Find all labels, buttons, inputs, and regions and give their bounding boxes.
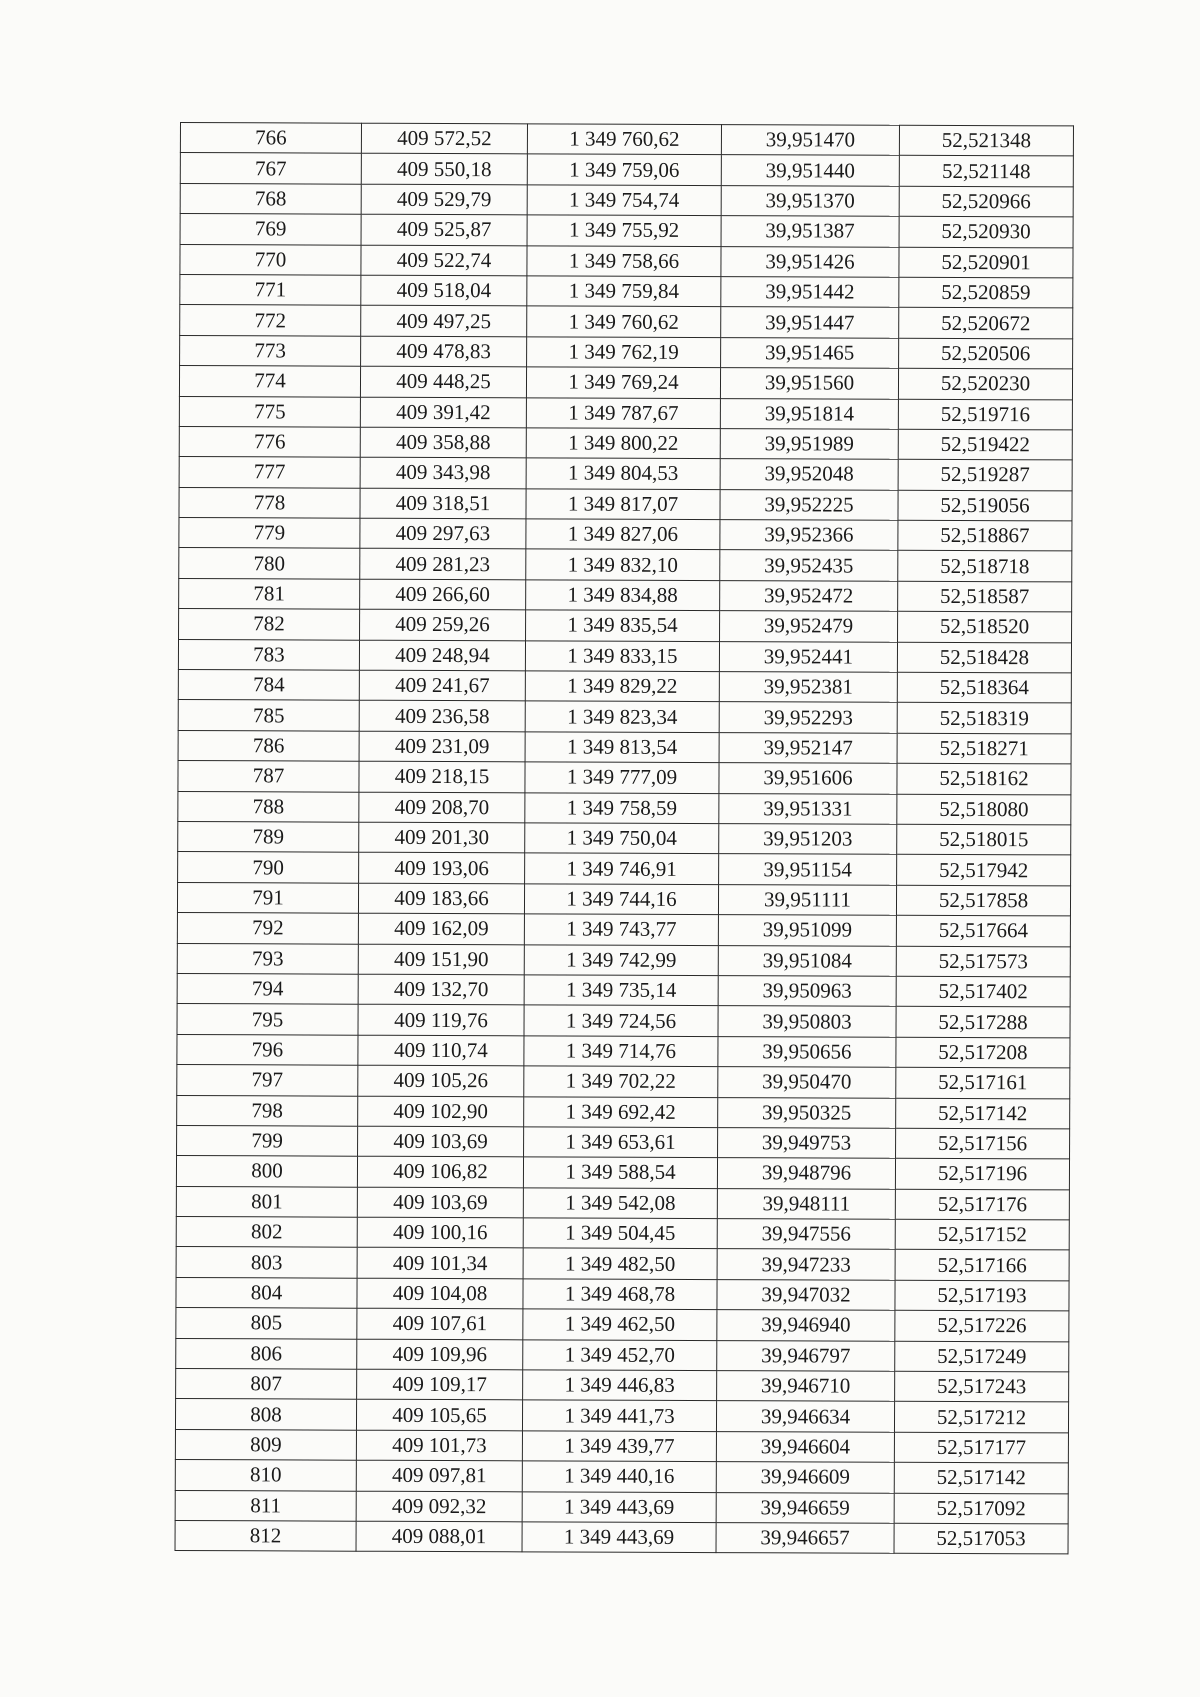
latitude-cell: 52,520506 bbox=[899, 338, 1073, 369]
x-coordinate-cell: 409 132,70 bbox=[358, 974, 524, 1005]
y-coordinate-cell: 1 349 744,16 bbox=[524, 884, 718, 915]
x-coordinate-cell: 409 110,74 bbox=[358, 1035, 524, 1066]
latitude-cell: 52,520966 bbox=[899, 186, 1073, 217]
x-coordinate-cell: 409 343,98 bbox=[360, 457, 526, 488]
latitude-cell: 52,517142 bbox=[894, 1462, 1068, 1493]
point-number-cell: 783 bbox=[178, 639, 359, 670]
point-number-cell: 802 bbox=[176, 1217, 357, 1248]
x-coordinate-cell: 409 105,26 bbox=[358, 1065, 524, 1096]
y-coordinate-cell: 1 349 755,92 bbox=[527, 215, 721, 246]
table-row bbox=[177, 943, 1070, 977]
x-coordinate-cell: 409 550,18 bbox=[361, 154, 527, 185]
longitude-cell: 39,947233 bbox=[717, 1249, 895, 1280]
longitude-cell: 39,948796 bbox=[717, 1158, 895, 1189]
x-coordinate-cell: 409 097,81 bbox=[356, 1460, 522, 1491]
x-coordinate-cell: 409 109,96 bbox=[357, 1339, 523, 1370]
x-coordinate-cell: 409 103,69 bbox=[358, 1126, 524, 1157]
latitude-cell: 52,521148 bbox=[899, 156, 1073, 187]
longitude-cell: 39,950325 bbox=[718, 1097, 896, 1128]
latitude-cell: 52,517288 bbox=[896, 1007, 1070, 1038]
longitude-cell: 39,946710 bbox=[717, 1371, 895, 1402]
point-number-cell: 809 bbox=[175, 1429, 356, 1460]
y-coordinate-cell: 1 349 542,08 bbox=[523, 1187, 717, 1218]
latitude-cell: 52,518319 bbox=[897, 703, 1071, 734]
latitude-cell: 52,517161 bbox=[896, 1067, 1070, 1098]
longitude-cell: 39,947556 bbox=[717, 1219, 895, 1250]
y-coordinate-cell: 1 349 750,04 bbox=[525, 823, 719, 854]
table-row bbox=[176, 1186, 1069, 1220]
point-number-cell: 782 bbox=[179, 609, 360, 640]
latitude-cell: 52,519287 bbox=[898, 460, 1072, 491]
longitude-cell: 39,947032 bbox=[717, 1279, 895, 1310]
x-coordinate-cell: 409 248,94 bbox=[359, 640, 525, 671]
longitude-cell: 39,952441 bbox=[719, 641, 897, 672]
latitude-cell: 52,520672 bbox=[899, 308, 1073, 339]
x-coordinate-cell: 409 151,90 bbox=[358, 944, 524, 975]
y-coordinate-cell: 1 349 742,99 bbox=[524, 944, 718, 975]
point-number-cell: 804 bbox=[176, 1277, 357, 1308]
point-number-cell: 797 bbox=[177, 1065, 358, 1096]
longitude-cell: 39,946609 bbox=[716, 1462, 894, 1493]
point-number-cell: 799 bbox=[177, 1125, 358, 1156]
latitude-cell: 52,517142 bbox=[896, 1098, 1070, 1129]
coordinate-table bbox=[175, 122, 1074, 1555]
y-coordinate-cell: 1 349 754,74 bbox=[527, 185, 721, 216]
x-coordinate-cell: 409 109,17 bbox=[357, 1369, 523, 1400]
y-coordinate-cell: 1 349 758,66 bbox=[527, 245, 721, 276]
latitude-cell: 52,517092 bbox=[894, 1493, 1068, 1524]
longitude-cell: 39,946634 bbox=[716, 1401, 894, 1432]
latitude-cell: 52,517196 bbox=[895, 1159, 1069, 1190]
latitude-cell: 52,517053 bbox=[894, 1523, 1068, 1554]
x-coordinate-cell: 409 101,73 bbox=[356, 1430, 522, 1461]
table-row bbox=[179, 396, 1072, 430]
x-coordinate-cell: 409 266,60 bbox=[360, 579, 526, 610]
x-coordinate-cell: 409 119,76 bbox=[358, 1005, 524, 1036]
longitude-cell: 39,951447 bbox=[721, 307, 899, 338]
table-row bbox=[179, 548, 1072, 582]
longitude-cell: 39,951560 bbox=[720, 368, 898, 399]
point-number-cell: 778 bbox=[179, 487, 360, 518]
longitude-cell: 39,951440 bbox=[721, 155, 899, 186]
table-row bbox=[180, 214, 1073, 248]
table-row bbox=[178, 730, 1071, 764]
table-row bbox=[177, 973, 1070, 1007]
point-number-cell: 786 bbox=[178, 730, 359, 761]
x-coordinate-cell: 409 162,09 bbox=[358, 913, 524, 944]
point-number-cell: 796 bbox=[177, 1034, 358, 1065]
latitude-cell: 52,517402 bbox=[896, 976, 1070, 1007]
table-row bbox=[175, 1460, 1068, 1494]
table-row bbox=[177, 1004, 1070, 1038]
x-coordinate-cell: 409 201,30 bbox=[359, 822, 525, 853]
latitude-cell: 52,517664 bbox=[896, 915, 1070, 946]
x-coordinate-cell: 409 183,66 bbox=[358, 883, 524, 914]
x-coordinate-cell: 409 525,87 bbox=[361, 214, 527, 245]
y-coordinate-cell: 1 349 760,62 bbox=[527, 124, 721, 155]
point-number-cell: 779 bbox=[179, 518, 360, 549]
x-coordinate-cell: 409 231,09 bbox=[359, 731, 525, 762]
table-row bbox=[179, 609, 1072, 643]
longitude-cell: 39,950803 bbox=[718, 1006, 896, 1037]
table-row bbox=[177, 913, 1070, 947]
table-row bbox=[180, 183, 1073, 217]
latitude-cell: 52,519716 bbox=[898, 399, 1072, 430]
table-row bbox=[176, 1247, 1069, 1281]
y-coordinate-cell: 1 349 817,07 bbox=[526, 489, 720, 520]
latitude-cell: 52,518520 bbox=[898, 612, 1072, 643]
y-coordinate-cell: 1 349 468,78 bbox=[523, 1279, 717, 1310]
point-number-cell: 793 bbox=[177, 943, 358, 974]
y-coordinate-cell: 1 349 827,06 bbox=[526, 519, 720, 550]
y-coordinate-cell: 1 349 833,15 bbox=[525, 640, 719, 671]
longitude-cell: 39,952048 bbox=[720, 459, 898, 490]
table-row bbox=[180, 123, 1073, 157]
x-coordinate-cell: 409 101,34 bbox=[357, 1248, 523, 1279]
point-number-cell: 798 bbox=[177, 1095, 358, 1126]
coordinate-table-body bbox=[175, 123, 1073, 1555]
point-number-cell: 794 bbox=[177, 973, 358, 1004]
x-coordinate-cell: 409 478,83 bbox=[361, 336, 527, 367]
longitude-cell: 39,946940 bbox=[717, 1310, 895, 1341]
y-coordinate-cell: 1 349 441,73 bbox=[522, 1400, 716, 1431]
y-coordinate-cell: 1 349 760,62 bbox=[527, 306, 721, 337]
longitude-cell: 39,950963 bbox=[718, 976, 896, 1007]
latitude-cell: 52,517942 bbox=[897, 855, 1071, 886]
y-coordinate-cell: 1 349 446,83 bbox=[523, 1370, 717, 1401]
point-number-cell: 785 bbox=[178, 700, 359, 731]
point-number-cell: 803 bbox=[176, 1247, 357, 1278]
x-coordinate-cell: 409 518,04 bbox=[361, 275, 527, 306]
longitude-cell: 39,951084 bbox=[718, 945, 896, 976]
table-row bbox=[179, 457, 1072, 491]
y-coordinate-cell: 1 349 443,69 bbox=[522, 1522, 716, 1553]
latitude-cell: 52,518718 bbox=[898, 551, 1072, 582]
longitude-cell: 39,952293 bbox=[719, 702, 897, 733]
latitude-cell: 52,517152 bbox=[895, 1219, 1069, 1250]
point-number-cell: 792 bbox=[177, 913, 358, 944]
point-number-cell: 781 bbox=[179, 578, 360, 609]
y-coordinate-cell: 1 349 714,76 bbox=[524, 1036, 718, 1067]
table-row bbox=[176, 1369, 1069, 1403]
point-number-cell: 806 bbox=[176, 1338, 357, 1369]
x-coordinate-cell: 409 104,08 bbox=[357, 1278, 523, 1309]
y-coordinate-cell: 1 349 653,61 bbox=[524, 1127, 718, 1158]
point-number-cell: 773 bbox=[180, 335, 361, 366]
y-coordinate-cell: 1 349 832,10 bbox=[526, 549, 720, 580]
y-coordinate-cell: 1 349 834,88 bbox=[526, 580, 720, 611]
table-row bbox=[180, 244, 1073, 278]
table-row bbox=[178, 639, 1071, 673]
longitude-cell: 39,951465 bbox=[721, 337, 899, 368]
point-number-cell: 801 bbox=[176, 1186, 357, 1217]
x-coordinate-cell: 409 100,16 bbox=[357, 1217, 523, 1248]
table-row bbox=[176, 1156, 1069, 1190]
point-number-cell: 766 bbox=[180, 123, 361, 154]
point-number-cell: 789 bbox=[178, 821, 359, 852]
latitude-cell: 52,517249 bbox=[895, 1341, 1069, 1372]
x-coordinate-cell: 409 529,79 bbox=[361, 184, 527, 215]
table-row bbox=[177, 1095, 1070, 1129]
x-coordinate-cell: 409 105,65 bbox=[356, 1400, 522, 1431]
longitude-cell: 39,951442 bbox=[721, 277, 899, 308]
longitude-cell: 39,952479 bbox=[720, 611, 898, 642]
y-coordinate-cell: 1 349 813,54 bbox=[525, 732, 719, 763]
longitude-cell: 39,951470 bbox=[721, 125, 899, 156]
point-number-cell: 770 bbox=[180, 244, 361, 275]
longitude-cell: 39,951814 bbox=[720, 398, 898, 429]
latitude-cell: 52,518080 bbox=[897, 794, 1071, 825]
table-row bbox=[179, 366, 1072, 400]
table-row bbox=[175, 1399, 1068, 1433]
table-row bbox=[179, 578, 1072, 612]
table-row bbox=[177, 882, 1070, 916]
point-number-cell: 768 bbox=[180, 183, 361, 214]
latitude-cell: 52,517573 bbox=[896, 946, 1070, 977]
latitude-cell: 52,520859 bbox=[899, 277, 1073, 308]
y-coordinate-cell: 1 349 443,69 bbox=[522, 1491, 716, 1522]
x-coordinate-cell: 409 236,58 bbox=[359, 701, 525, 732]
longitude-cell: 39,952147 bbox=[719, 732, 897, 763]
latitude-cell: 52,520901 bbox=[899, 247, 1073, 278]
longitude-cell: 39,951111 bbox=[718, 884, 896, 915]
table-row bbox=[177, 1034, 1070, 1068]
latitude-cell: 52,518587 bbox=[898, 581, 1072, 612]
point-number-cell: 800 bbox=[176, 1156, 357, 1187]
longitude-cell: 39,951370 bbox=[721, 185, 899, 216]
longitude-cell: 39,951154 bbox=[719, 854, 897, 885]
y-coordinate-cell: 1 349 759,84 bbox=[527, 276, 721, 307]
latitude-cell: 52,520230 bbox=[898, 368, 1072, 399]
table-row bbox=[180, 153, 1073, 187]
point-number-cell: 767 bbox=[180, 153, 361, 184]
longitude-cell: 39,948111 bbox=[717, 1188, 895, 1219]
y-coordinate-cell: 1 349 462,50 bbox=[523, 1309, 717, 1340]
point-number-cell: 772 bbox=[180, 305, 361, 336]
latitude-cell: 52,517156 bbox=[896, 1128, 1070, 1159]
y-coordinate-cell: 1 349 804,53 bbox=[526, 458, 720, 489]
latitude-cell: 52,519422 bbox=[898, 429, 1072, 460]
table-row bbox=[176, 1308, 1069, 1342]
table-row bbox=[177, 1125, 1070, 1159]
table-row bbox=[178, 670, 1071, 704]
latitude-cell: 52,517858 bbox=[896, 885, 1070, 916]
point-number-cell: 788 bbox=[178, 791, 359, 822]
x-coordinate-cell: 409 106,82 bbox=[357, 1156, 523, 1187]
latitude-cell: 52,518162 bbox=[897, 763, 1071, 794]
latitude-cell: 52,517176 bbox=[895, 1189, 1069, 1220]
latitude-cell: 52,521348 bbox=[899, 125, 1073, 156]
latitude-cell: 52,518364 bbox=[897, 672, 1071, 703]
y-coordinate-cell: 1 349 504,45 bbox=[523, 1218, 717, 1249]
x-coordinate-cell: 409 103,69 bbox=[357, 1187, 523, 1218]
y-coordinate-cell: 1 349 777,09 bbox=[525, 762, 719, 793]
y-coordinate-cell: 1 349 735,14 bbox=[524, 975, 718, 1006]
x-coordinate-cell: 409 297,63 bbox=[360, 518, 526, 549]
y-coordinate-cell: 1 349 482,50 bbox=[523, 1248, 717, 1279]
table-row bbox=[177, 1065, 1070, 1099]
latitude-cell: 52,517243 bbox=[895, 1371, 1069, 1402]
longitude-cell: 39,951331 bbox=[719, 793, 897, 824]
table-row bbox=[178, 852, 1071, 886]
y-coordinate-cell: 1 349 746,91 bbox=[525, 853, 719, 884]
point-number-cell: 769 bbox=[180, 214, 361, 245]
y-coordinate-cell: 1 349 692,42 bbox=[524, 1096, 718, 1127]
latitude-cell: 52,520930 bbox=[899, 216, 1073, 247]
latitude-cell: 52,517208 bbox=[896, 1037, 1070, 1068]
longitude-cell: 39,951606 bbox=[719, 763, 897, 794]
point-number-cell: 795 bbox=[177, 1004, 358, 1035]
y-coordinate-cell: 1 349 823,34 bbox=[525, 701, 719, 732]
table-row bbox=[180, 335, 1073, 369]
table-row bbox=[179, 518, 1072, 552]
table-row bbox=[180, 305, 1073, 339]
longitude-cell: 39,952435 bbox=[720, 550, 898, 581]
point-number-cell: 810 bbox=[175, 1460, 356, 1491]
x-coordinate-cell: 409 092,32 bbox=[356, 1491, 522, 1522]
y-coordinate-cell: 1 349 759,06 bbox=[527, 154, 721, 185]
point-number-cell: 774 bbox=[179, 366, 360, 397]
x-coordinate-cell: 409 208,70 bbox=[359, 792, 525, 823]
latitude-cell: 52,517177 bbox=[894, 1432, 1068, 1463]
latitude-cell: 52,518867 bbox=[898, 520, 1072, 551]
y-coordinate-cell: 1 349 758,59 bbox=[525, 792, 719, 823]
x-coordinate-cell: 409 448,25 bbox=[360, 366, 526, 397]
point-number-cell: 784 bbox=[178, 670, 359, 701]
y-coordinate-cell: 1 349 724,56 bbox=[524, 1005, 718, 1036]
point-number-cell: 775 bbox=[179, 396, 360, 427]
point-number-cell: 812 bbox=[175, 1520, 356, 1551]
table-row bbox=[176, 1338, 1069, 1372]
x-coordinate-cell: 409 318,51 bbox=[360, 488, 526, 519]
longitude-cell: 39,946797 bbox=[717, 1340, 895, 1371]
y-coordinate-cell: 1 349 762,19 bbox=[527, 337, 721, 368]
x-coordinate-cell: 409 088,01 bbox=[356, 1521, 522, 1552]
y-coordinate-cell: 1 349 452,70 bbox=[523, 1339, 717, 1370]
latitude-cell: 52,517212 bbox=[894, 1402, 1068, 1433]
point-number-cell: 777 bbox=[179, 457, 360, 488]
y-coordinate-cell: 1 349 702,22 bbox=[524, 1066, 718, 1097]
point-number-cell: 776 bbox=[179, 426, 360, 457]
latitude-cell: 52,517193 bbox=[895, 1280, 1069, 1311]
table-row bbox=[178, 700, 1071, 734]
longitude-cell: 39,951099 bbox=[718, 915, 896, 946]
table-row bbox=[179, 426, 1072, 460]
table-row bbox=[178, 821, 1071, 855]
point-number-cell: 787 bbox=[178, 761, 359, 792]
longitude-cell: 39,952472 bbox=[720, 580, 898, 611]
table-row bbox=[175, 1429, 1068, 1463]
point-number-cell: 808 bbox=[175, 1399, 356, 1430]
x-coordinate-cell: 409 193,06 bbox=[359, 853, 525, 884]
table-row bbox=[175, 1520, 1068, 1554]
latitude-cell: 52,518015 bbox=[897, 824, 1071, 855]
longitude-cell: 39,951426 bbox=[721, 246, 899, 277]
x-coordinate-cell: 409 107,61 bbox=[357, 1308, 523, 1339]
x-coordinate-cell: 409 522,74 bbox=[361, 245, 527, 276]
table-row bbox=[180, 274, 1073, 308]
longitude-cell: 39,952381 bbox=[719, 672, 897, 703]
x-coordinate-cell: 409 572,52 bbox=[361, 123, 527, 154]
table-row bbox=[176, 1277, 1069, 1311]
y-coordinate-cell: 1 349 743,77 bbox=[524, 914, 718, 945]
latitude-cell: 52,518428 bbox=[897, 642, 1071, 673]
y-coordinate-cell: 1 349 769,24 bbox=[526, 367, 720, 398]
x-coordinate-cell: 409 281,23 bbox=[360, 549, 526, 580]
x-coordinate-cell: 409 391,42 bbox=[360, 397, 526, 428]
longitude-cell: 39,951203 bbox=[719, 824, 897, 855]
x-coordinate-cell: 409 241,67 bbox=[359, 670, 525, 701]
y-coordinate-cell: 1 349 439,77 bbox=[522, 1431, 716, 1462]
latitude-cell: 52,518271 bbox=[897, 733, 1071, 764]
point-number-cell: 807 bbox=[176, 1369, 357, 1400]
table-row bbox=[178, 761, 1071, 795]
point-number-cell: 811 bbox=[175, 1490, 356, 1521]
x-coordinate-cell: 409 218,15 bbox=[359, 761, 525, 792]
point-number-cell: 771 bbox=[180, 274, 361, 305]
longitude-cell: 39,946659 bbox=[716, 1492, 894, 1523]
y-coordinate-cell: 1 349 835,54 bbox=[526, 610, 720, 641]
y-coordinate-cell: 1 349 800,22 bbox=[526, 428, 720, 459]
latitude-cell: 52,517166 bbox=[895, 1250, 1069, 1281]
y-coordinate-cell: 1 349 588,54 bbox=[523, 1157, 717, 1188]
longitude-cell: 39,950470 bbox=[718, 1067, 896, 1098]
table-row bbox=[176, 1217, 1069, 1251]
longitude-cell: 39,951387 bbox=[721, 216, 899, 247]
longitude-cell: 39,951989 bbox=[720, 428, 898, 459]
longitude-cell: 39,950656 bbox=[718, 1036, 896, 1067]
point-number-cell: 790 bbox=[178, 852, 359, 883]
latitude-cell: 52,517226 bbox=[895, 1310, 1069, 1341]
longitude-cell: 39,952225 bbox=[720, 489, 898, 520]
point-number-cell: 791 bbox=[177, 882, 358, 913]
x-coordinate-cell: 409 358,88 bbox=[360, 427, 526, 458]
x-coordinate-cell: 409 259,26 bbox=[360, 609, 526, 640]
table-row bbox=[179, 487, 1072, 521]
y-coordinate-cell: 1 349 829,22 bbox=[525, 671, 719, 702]
y-coordinate-cell: 1 349 440,16 bbox=[522, 1461, 716, 1492]
longitude-cell: 39,946604 bbox=[716, 1431, 894, 1462]
table-row bbox=[175, 1490, 1068, 1524]
longitude-cell: 39,946657 bbox=[716, 1523, 894, 1554]
table-row bbox=[178, 791, 1071, 825]
x-coordinate-cell: 409 102,90 bbox=[358, 1096, 524, 1127]
y-coordinate-cell: 1 349 787,67 bbox=[526, 397, 720, 428]
point-number-cell: 805 bbox=[176, 1308, 357, 1339]
longitude-cell: 39,949753 bbox=[718, 1127, 896, 1158]
latitude-cell: 52,519056 bbox=[898, 490, 1072, 521]
longitude-cell: 39,952366 bbox=[720, 520, 898, 551]
point-number-cell: 780 bbox=[179, 548, 360, 579]
x-coordinate-cell: 409 497,25 bbox=[361, 306, 527, 337]
